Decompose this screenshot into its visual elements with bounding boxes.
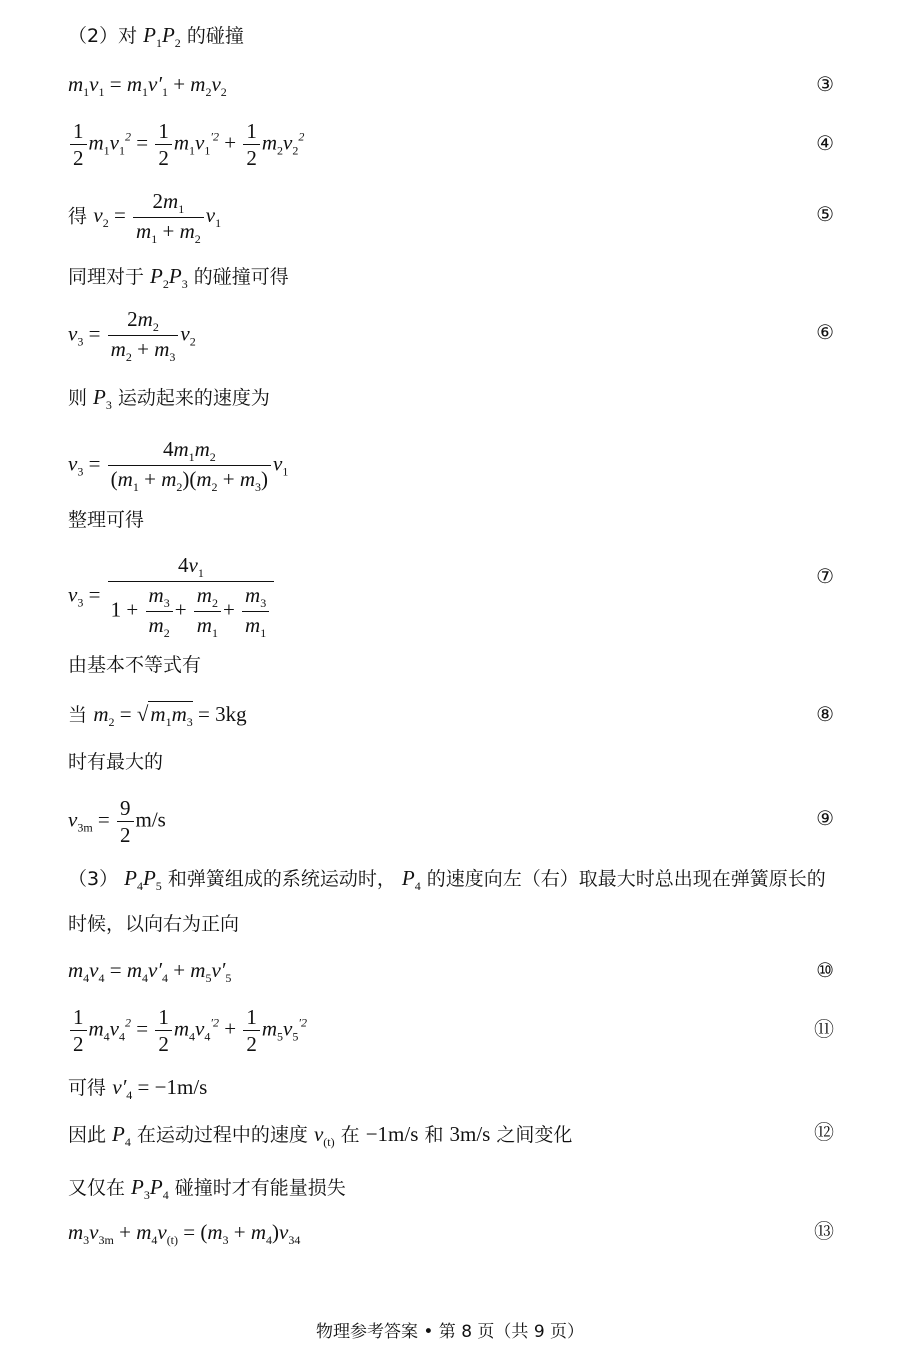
p3-speed-text: 则 $P_3$ 运动起来的速度为 bbox=[68, 385, 270, 412]
section-2-heading: （2）对 $P_1P_2$ 的碰撞 bbox=[68, 23, 244, 50]
eq-number-13: ⑬ bbox=[814, 1219, 834, 1243]
equation-5: 得 $v_2$ = $\frac{2m_1}{m_1 + m_2}$ $v_1$ bbox=[68, 189, 222, 246]
eq-number-11: ⑪ bbox=[814, 1017, 834, 1041]
v4p-value: −1m/s bbox=[154, 1075, 208, 1099]
eq-number-12: ⑫ bbox=[814, 1120, 834, 1144]
section-3-heading-2: 时候，以向右为正向 bbox=[68, 913, 240, 935]
m2-value: 3kg bbox=[215, 702, 247, 726]
v4-result: 可得 $v'_4 = -1m/s$ bbox=[68, 1075, 208, 1102]
equation-13: $m_3v_{3m} + m_4v_{(t)} = (m_3 + m_4)v_{34}$ bbox=[68, 1220, 301, 1247]
equation-8: 当 $m_2 = √m_1m_3 = 3kg$ bbox=[68, 702, 247, 729]
equation-p3-speed: $v_3$ = $\frac{4m_1m_2}{(m_1 + m_2)(m_2 + m_3)}$ $v_1$ bbox=[68, 437, 289, 494]
equation-6: $v_3$ = $\frac{2m_2}{m_2 + m_3}$ $v_2$ bbox=[68, 307, 196, 364]
equation-3: $m_1v_1 = m_1v'_1 + m_2v_2$ bbox=[68, 72, 227, 99]
equation-10: $m_4v_4 = m_4v'_4 + m_5v'_5$ bbox=[68, 958, 232, 985]
eq-number-4: ④ bbox=[816, 131, 834, 155]
eq-number-7: ⑦ bbox=[816, 564, 834, 588]
equation-7: $v_3$ = $4v_1$ 1 + $\frac{m_3}{m_2}$ + $\frac{m_2}{m_1}$ + $\frac{m_3}{m_1}$ bbox=[68, 552, 840, 641]
page-footer: 物理参考答案 • 第 8 页（共 9 页） bbox=[315, 1322, 585, 1342]
inequality-text: 由基本不等式有 bbox=[68, 654, 202, 676]
equation-11: $\frac{1}{2}$ $m_4v_4^2$ = $\frac{1}{2}$ $m_4v_4^{'2}$ + $\frac{1}{2}$ $m_5v_5^{'2}$ bbox=[68, 1004, 840, 1058]
eq-number-10: ⑩ bbox=[816, 958, 834, 982]
range-text: 因此 $P_4$ 在运动过程中的速度 $v_{(t)}$ 在 −1m/s 和 3m/s 之间变化 bbox=[68, 1122, 573, 1149]
eq-number-8: ⑧ bbox=[816, 702, 834, 726]
same-reason-text: 同理对于 $P_2P_3$ 的碰撞可得 bbox=[68, 264, 289, 291]
loss-text: 又仅在 $P_3P_4$ 碰撞时才有能量损失 bbox=[68, 1175, 346, 1202]
ke-label: 可得 bbox=[68, 1077, 107, 1099]
de-label: 得 bbox=[68, 205, 88, 228]
eq-number-3: ③ bbox=[816, 72, 834, 96]
max-at-text: 时有最大的 bbox=[68, 751, 164, 773]
eq-number-6: ⑥ bbox=[816, 320, 834, 344]
eq-number-9: ⑨ bbox=[816, 806, 834, 830]
equation-4: $\frac{1}{2}$ $m_1v_1^2$ = $\frac{1}{2}$ $m_1v_1^{'2}$ + $\frac{1}{2}$ $m_2v_2^2$ bbox=[68, 118, 840, 172]
simplify-text: 整理可得 bbox=[68, 509, 145, 531]
eq-number-5: ⑤ bbox=[816, 202, 834, 226]
when-label: 当 bbox=[68, 704, 88, 726]
equation-9: $v_{3m}$ = $\frac{9}{2}$ m/s bbox=[68, 796, 166, 848]
section-3-heading: （3） $P_4P_5$ 和弹簧组成的系统运动时， $P_4$ 的速度向左（右）取最大时总出现在弹簧原长的 bbox=[68, 866, 826, 893]
v3m-unit: m/s bbox=[135, 807, 166, 832]
